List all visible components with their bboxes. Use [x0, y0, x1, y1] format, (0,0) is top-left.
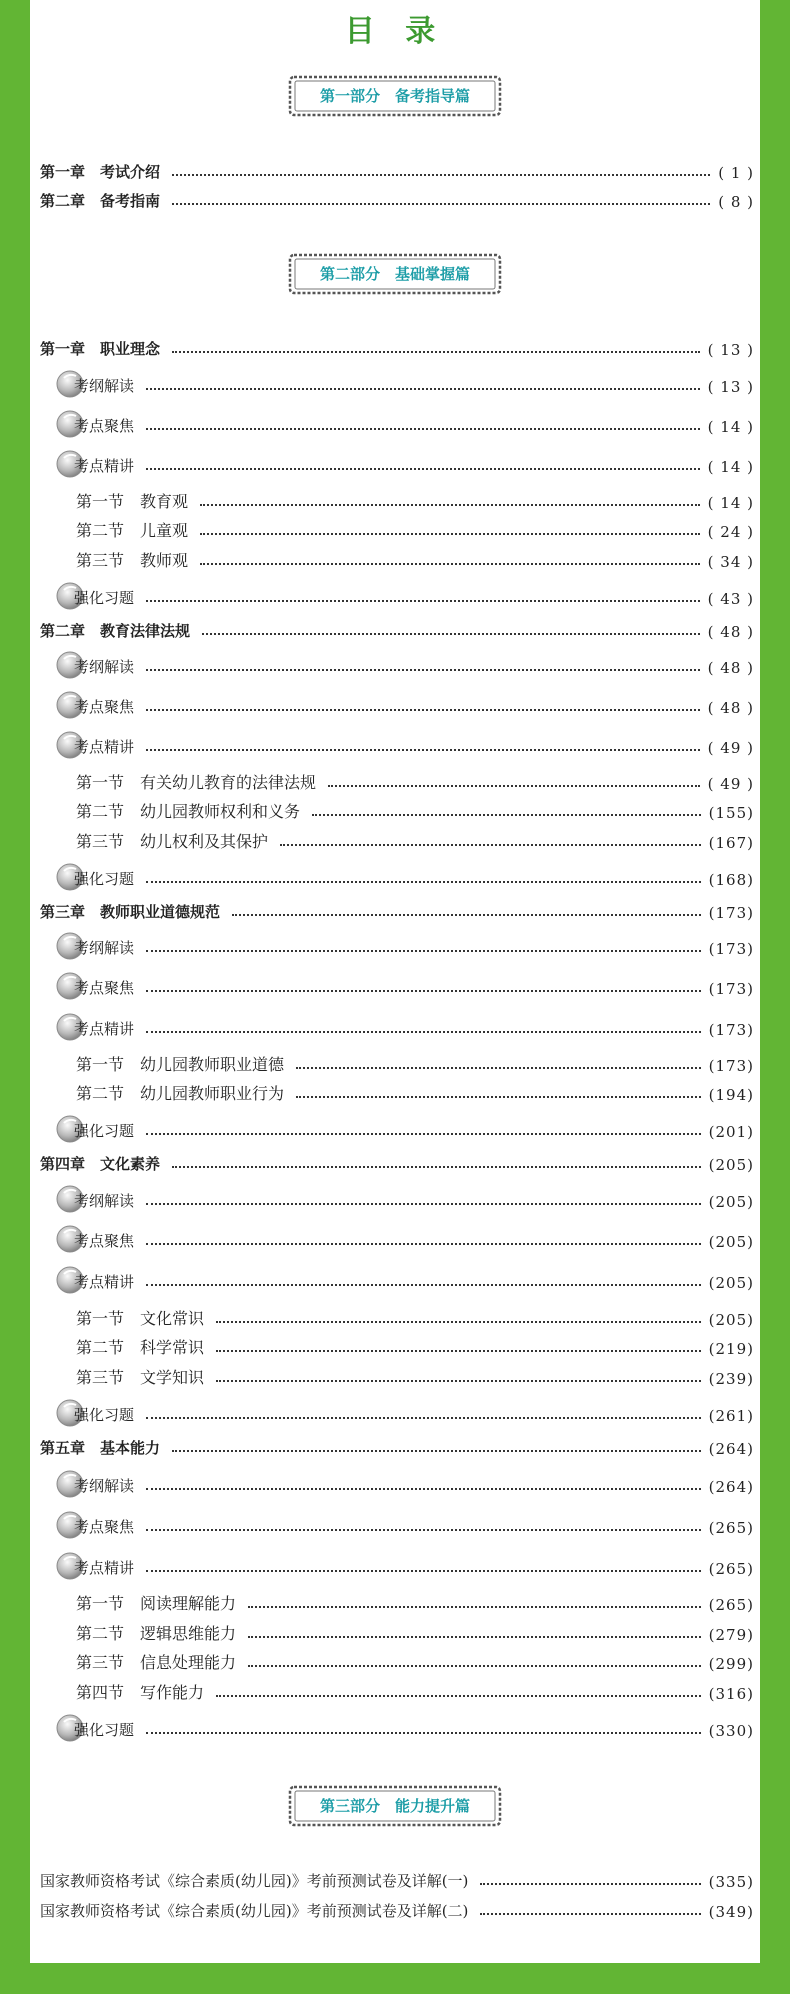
entry-page: ( 48 ): [707, 623, 754, 641]
entry-page: (349): [708, 1903, 754, 1921]
toc-entry-section[interactable]: [76, 1051, 754, 1075]
entry-label: 第一章 考试介绍: [40, 163, 161, 181]
toc-entry-chapter[interactable]: [40, 335, 754, 359]
entry-label: 考纲解读: [74, 1477, 135, 1495]
toc-entry-section[interactable]: [76, 828, 754, 852]
part-banner-3: [287, 1784, 503, 1828]
leader-dots: [146, 990, 701, 992]
toc-entry-module[interactable]: [56, 1395, 754, 1425]
leader-dots: [146, 950, 701, 952]
entry-page: (155): [708, 804, 754, 822]
entry-label: 强化习题: [74, 870, 135, 888]
entry-label: 考点精讲: [74, 1559, 135, 1577]
leader-dots: [146, 709, 700, 711]
entry-label: 考点聚焦: [74, 979, 135, 997]
leader-dots: [200, 504, 700, 506]
entry-page: (205): [708, 1274, 754, 1292]
toc-entry-section[interactable]: [76, 1590, 754, 1614]
entry-label: 第二节 科学常识: [76, 1338, 205, 1357]
leader-dots: [146, 468, 700, 470]
entry-label: 第五章 基本能力: [40, 1439, 161, 1457]
entry-page: (219): [708, 1340, 754, 1358]
leader-dots: [146, 749, 700, 751]
leader-dots: [146, 1529, 701, 1531]
entry-page: ( 48 ): [707, 699, 754, 717]
entry-label: 第一节 有关幼儿教育的法律法规: [76, 773, 317, 792]
entry-page: (167): [708, 834, 754, 852]
entry-label: 第一节 阅读理解能力: [76, 1594, 237, 1613]
entry-page: (173): [708, 904, 754, 922]
toc-entry-module[interactable]: [56, 366, 754, 396]
entry-label: 第二章 教育法律法规: [40, 622, 191, 640]
leader-dots: [248, 1606, 701, 1608]
entry-label: 第一节 文化常识: [76, 1309, 205, 1328]
entry-label: 第三节 教师观: [76, 551, 189, 570]
entry-page: ( 49 ): [707, 739, 754, 757]
entry-page: ( 24 ): [707, 523, 754, 541]
entry-label: 考纲解读: [74, 939, 135, 957]
entry-page: (265): [708, 1596, 754, 1614]
entry-page: ( 49 ): [707, 775, 754, 793]
entry-label: 考点聚焦: [74, 417, 135, 435]
leader-dots: [172, 174, 710, 176]
leader-dots: [146, 600, 700, 602]
entry-page: ( 43 ): [707, 590, 754, 608]
toc-entry-module[interactable]: [56, 1221, 754, 1251]
entry-label: 第一章 职业理念: [40, 340, 161, 358]
entry-page: (205): [708, 1233, 754, 1251]
entry-label: 考点聚焦: [74, 698, 135, 716]
leader-dots: [172, 1450, 701, 1452]
leader-dots: [296, 1096, 701, 1098]
leader-dots: [172, 351, 700, 353]
leader-dots: [146, 428, 700, 430]
entry-page: (264): [708, 1478, 754, 1496]
leader-dots: [248, 1665, 701, 1667]
entry-page: (205): [708, 1311, 754, 1329]
entry-label: 第二节 逻辑思维能力: [76, 1624, 237, 1643]
entry-page: ( 48 ): [707, 659, 754, 677]
entry-page: (205): [708, 1156, 754, 1174]
entry-page: (330): [708, 1722, 754, 1740]
toc-entry-module[interactable]: [56, 859, 754, 889]
leader-dots: [172, 203, 710, 205]
entry-label: 强化习题: [74, 1122, 135, 1140]
entry-label: 第二节 幼儿园教师职业行为: [76, 1084, 285, 1103]
part-title: 第二部分 基础掌握篇: [319, 265, 470, 283]
entry-label: 国家教师资格考试《综合素质(幼儿园)》考前预测试卷及详解(二): [40, 1902, 469, 1920]
entry-label: 考点精讲: [74, 1020, 135, 1038]
leader-dots: [248, 1636, 701, 1638]
leader-dots: [328, 785, 700, 787]
entry-label: 国家教师资格考试《综合素质(幼儿园)》考前预测试卷及详解(一): [40, 1872, 469, 1890]
toc-entry-module[interactable]: [56, 727, 754, 757]
leader-dots: [216, 1695, 701, 1697]
leader-dots: [296, 1067, 701, 1069]
toc-entry-module[interactable]: [56, 578, 754, 608]
toc-entry-section[interactable]: [76, 1620, 754, 1644]
entry-page: (173): [708, 940, 754, 958]
entry-label: 第三节 文学知识: [76, 1368, 205, 1387]
entry-label: 第一节 幼儿园教师职业道德: [76, 1055, 285, 1074]
leader-dots: [202, 633, 700, 635]
entry-page: (265): [708, 1519, 754, 1537]
toc-entry-module[interactable]: [56, 1548, 754, 1578]
entry-page: (316): [708, 1685, 754, 1703]
toc-entry-chapter[interactable]: [40, 898, 754, 922]
entry-label: 强化习题: [74, 1406, 135, 1424]
entry-label: 考点聚焦: [74, 1518, 135, 1536]
leader-dots: [146, 1243, 701, 1245]
entry-label: 第二节 儿童观: [76, 521, 189, 540]
part-title: 第三部分 能力提升篇: [319, 1797, 470, 1815]
toc-entry-module[interactable]: [56, 1111, 754, 1141]
leader-dots: [216, 1321, 701, 1323]
toc-entry-chapter[interactable]: [40, 158, 754, 182]
toc-entry-module[interactable]: [56, 687, 754, 717]
leader-dots: [146, 1488, 701, 1490]
entry-page: (265): [708, 1560, 754, 1578]
entry-page: ( 14 ): [707, 418, 754, 436]
entry-label: 第三章 教师职业道德规范: [40, 903, 221, 921]
toc-entry-section[interactable]: [76, 517, 754, 541]
leader-dots: [146, 669, 700, 671]
entry-label: 考点精讲: [74, 457, 135, 475]
toc-entry-module[interactable]: [56, 1009, 754, 1039]
entry-label: 考点精讲: [74, 1273, 135, 1291]
page-title: 目 录: [344, 14, 446, 49]
entry-page: ( 8 ): [718, 193, 754, 211]
leader-dots: [216, 1380, 701, 1382]
entry-label: 第四节 写作能力: [76, 1683, 205, 1702]
toc-entry-mock-exam[interactable]: [40, 1867, 754, 1891]
entry-page: ( 34 ): [707, 553, 754, 571]
toc-entry-chapter[interactable]: [40, 1150, 754, 1174]
toc-entry-section[interactable]: [76, 1305, 754, 1329]
entry-page: (194): [708, 1086, 754, 1104]
toc-entry-section[interactable]: [76, 1679, 754, 1703]
toc-entry-section[interactable]: [76, 769, 754, 793]
leader-dots: [480, 1913, 700, 1915]
toc-entry-module[interactable]: [56, 1466, 754, 1496]
toc-entry-module[interactable]: [56, 647, 754, 677]
toc-entry-module[interactable]: [56, 446, 754, 476]
part-title: 第一部分 备考指导篇: [319, 87, 470, 105]
entry-label: 考点精讲: [74, 738, 135, 756]
toc-entry-module[interactable]: [56, 928, 754, 958]
toc-entry-chapter[interactable]: [40, 1434, 754, 1458]
entry-label: 强化习题: [74, 589, 135, 607]
entry-page: ( 1 ): [718, 164, 754, 182]
toc-entry-chapter[interactable]: [40, 617, 754, 641]
toc-entry-section[interactable]: [76, 1649, 754, 1673]
entry-label: 强化习题: [74, 1721, 135, 1739]
toc-entry-section[interactable]: [76, 1080, 754, 1104]
entry-page: ( 13 ): [707, 378, 754, 396]
leader-dots: [146, 881, 701, 883]
entry-page: (264): [708, 1440, 754, 1458]
toc-entry-mock-exam[interactable]: [40, 1897, 754, 1921]
toc-entry-section[interactable]: [76, 1334, 754, 1358]
toc-entry-module[interactable]: [56, 1507, 754, 1537]
entry-page: ( 14 ): [707, 458, 754, 476]
entry-label: 考纲解读: [74, 658, 135, 676]
toc-entry-module[interactable]: [56, 406, 754, 436]
leader-dots: [146, 1570, 701, 1572]
leader-dots: [200, 563, 700, 565]
leader-dots: [280, 844, 701, 846]
toc-page: [30, 0, 760, 1963]
leader-dots: [172, 1166, 701, 1168]
entry-label: 第一节 教育观: [76, 492, 189, 511]
toc-entry-module[interactable]: [56, 968, 754, 998]
entry-page: (173): [708, 1057, 754, 1075]
entry-page: (173): [708, 1021, 754, 1039]
leader-dots: [146, 388, 700, 390]
entry-page: (173): [708, 980, 754, 998]
toc-entry-module[interactable]: [56, 1710, 754, 1740]
part-banner-2: [287, 252, 503, 296]
entry-page: (335): [708, 1873, 754, 1891]
part-banner-1: [287, 74, 503, 118]
entry-page: (239): [708, 1370, 754, 1388]
toc-entry-chapter[interactable]: [40, 187, 754, 211]
leader-dots: [146, 1732, 701, 1734]
entry-label: 考纲解读: [74, 1192, 135, 1210]
leader-dots: [216, 1350, 701, 1352]
leader-dots: [312, 814, 701, 816]
entry-label: 第二节 幼儿园教师权利和义务: [76, 802, 301, 821]
entry-page: (201): [708, 1123, 754, 1141]
entry-page: (299): [708, 1655, 754, 1673]
toc-entry-module[interactable]: [56, 1181, 754, 1211]
entry-page: ( 13 ): [707, 341, 754, 359]
entry-label: 第二章 备考指南: [40, 192, 161, 210]
toc-entry-section[interactable]: [76, 1364, 754, 1388]
entry-label: 考点聚焦: [74, 1232, 135, 1250]
toc-entry-section[interactable]: [76, 547, 754, 571]
entry-label: 第四章 文化素养: [40, 1155, 161, 1173]
toc-entry-module[interactable]: [56, 1262, 754, 1292]
entry-page: (205): [708, 1193, 754, 1211]
toc-entry-section[interactable]: [76, 488, 754, 512]
entry-page: (279): [708, 1626, 754, 1644]
toc-entry-section[interactable]: [76, 798, 754, 822]
leader-dots: [232, 914, 701, 916]
leader-dots: [146, 1203, 701, 1205]
leader-dots: [146, 1417, 701, 1419]
leader-dots: [146, 1284, 701, 1286]
leader-dots: [480, 1883, 700, 1885]
entry-label: 第三节 信息处理能力: [76, 1653, 237, 1672]
entry-page: (261): [708, 1407, 754, 1425]
entry-page: ( 14 ): [707, 494, 754, 512]
leader-dots: [146, 1133, 701, 1135]
leader-dots: [200, 533, 700, 535]
entry-page: (168): [708, 871, 754, 889]
entry-label: 考纲解读: [74, 377, 135, 395]
entry-label: 第三节 幼儿权利及其保护: [76, 832, 269, 851]
leader-dots: [146, 1031, 701, 1033]
